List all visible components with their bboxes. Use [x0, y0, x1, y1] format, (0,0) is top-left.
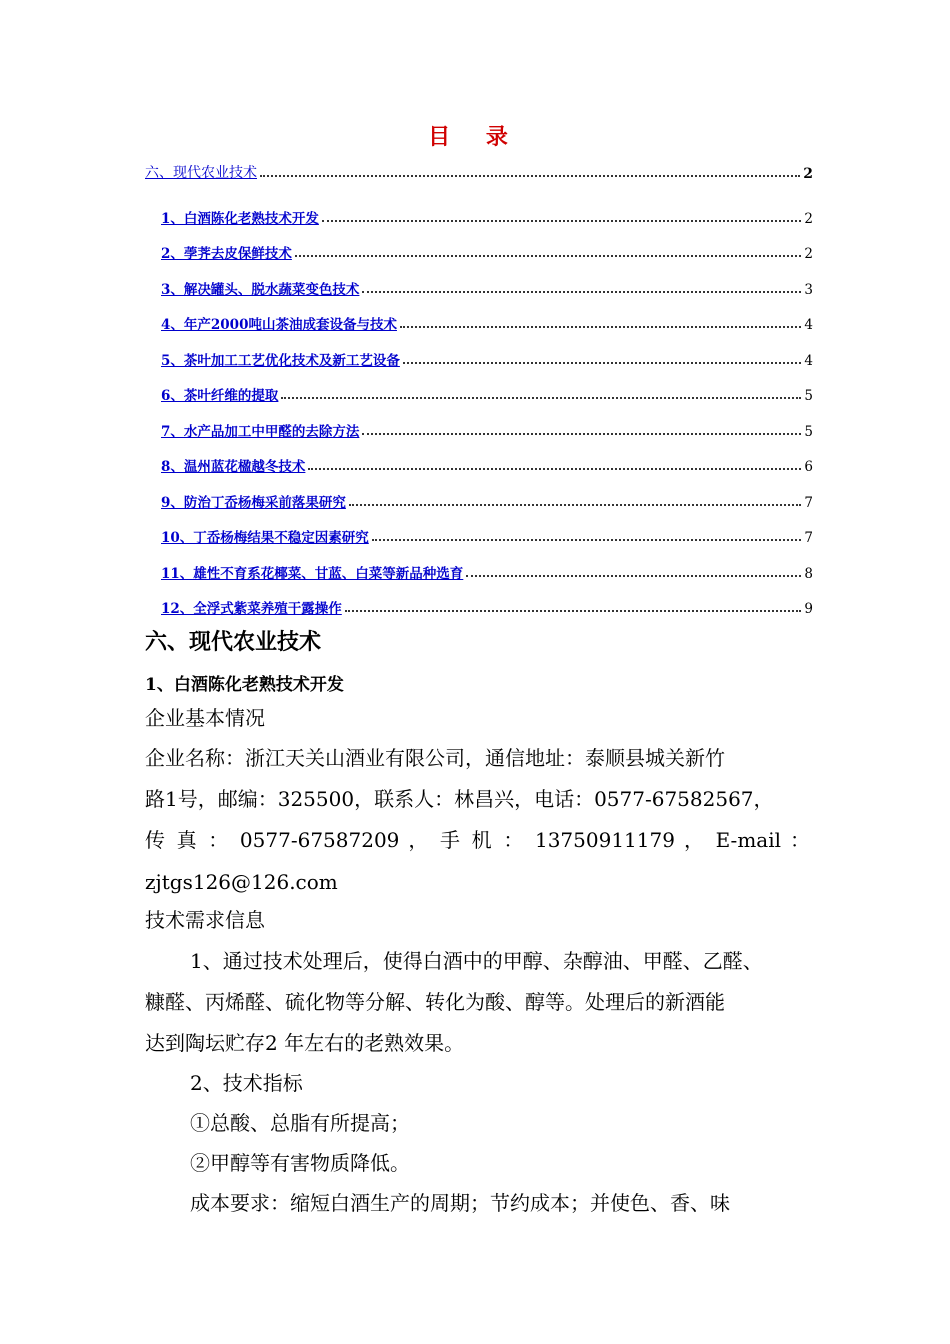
toc-leader-dots	[308, 468, 801, 470]
toc-leader-dots	[281, 397, 801, 399]
toc-entry[interactable]	[161, 418, 813, 440]
indicator-item: ②甲醇等有害物质降低。	[190, 1151, 410, 1175]
toc-entry-page: 8	[804, 566, 813, 582]
company-info-line: 传 真 ： 0577-67587209 ， 手 机 ： 13750911179 ， E-mail ：	[145, 828, 810, 852]
toc-entry-label[interactable]: 3、解决罐头、脱水蔬菜变色技术	[161, 282, 360, 298]
toc-entry-label[interactable]: 12、全浮式紫菜养殖干露操作	[161, 601, 342, 617]
paragraph-line: 糠醛、丙烯醛、硫化物等分解、转化为酸、醇等。处理后的新酒能	[145, 990, 725, 1014]
toc-entry-page: 6	[804, 459, 813, 475]
toc-leader-dots	[372, 539, 802, 541]
toc-entry-label[interactable]: 11、雄性不育系花椰菜、甘蓝、白菜等新品种选育	[161, 566, 464, 582]
toc-entry-page: 2	[804, 211, 813, 227]
paragraph-line: 达到陶坛贮存2 年左右的老熟效果。	[145, 1031, 465, 1055]
toc-entry[interactable]	[161, 276, 813, 298]
toc-entry[interactable]	[161, 205, 813, 227]
toc-entry-label[interactable]: 2、荸荠去皮保鲜技术	[161, 246, 292, 262]
toc-entry-label[interactable]: 10、丁岙杨梅结果不稳定因素研究	[161, 530, 369, 546]
toc-title: 目 录	[428, 124, 522, 150]
indicator-item: ①总酸、总脂有所提高；	[190, 1111, 410, 1135]
toc-entry-page: 5	[804, 424, 813, 440]
toc-entry[interactable]	[161, 382, 813, 404]
company-info-line: 路1号，邮编：325500，联系人：林昌兴，电话：0577-67582567，	[145, 787, 774, 811]
toc-entry[interactable]	[161, 311, 813, 333]
toc-entry-top[interactable]	[145, 160, 813, 182]
toc-entry[interactable]	[161, 560, 813, 582]
toc-entry-page: 7	[804, 530, 813, 546]
cost-requirement-line: 成本要求：缩短白酒生产的周期；节约成本；并使色、香、味	[190, 1191, 730, 1215]
toc-leader-dots	[349, 504, 802, 506]
toc-entry-page: 3	[804, 282, 813, 298]
toc-leader-dots	[400, 326, 801, 328]
toc-leader-dots	[322, 220, 802, 222]
toc-entry-label[interactable]: 六、现代农业技术	[145, 165, 257, 181]
toc-entry-label[interactable]: 1、白酒陈化老熟技术开发	[161, 211, 319, 227]
toc-leader-dots	[466, 575, 801, 577]
paragraph-line: 1、通过技术处理后，使得白酒中的甲醇、杂醇油、甲醛、乙醛、	[190, 949, 763, 973]
toc-leader-dots	[260, 175, 800, 177]
toc-entry-label[interactable]: 7、水产品加工中甲醛的去除方法	[161, 424, 360, 440]
toc-entry-page: 2	[803, 166, 813, 182]
toc-entry-label[interactable]: 6、茶叶纤维的提取	[161, 388, 279, 404]
toc-entry-label[interactable]: 8、温州蓝花楹越冬技术	[161, 459, 306, 475]
company-email: zjtgs126@126.com	[145, 870, 338, 894]
toc-entry[interactable]	[161, 240, 813, 262]
toc-entry[interactable]	[161, 489, 813, 511]
toc-leader-dots	[345, 610, 802, 612]
section-heading: 六、现代农业技术	[145, 629, 322, 655]
toc-leader-dots	[362, 433, 801, 435]
toc-entry[interactable]	[161, 347, 813, 369]
toc-entry-page: 7	[804, 495, 813, 511]
toc-entry[interactable]	[161, 453, 813, 475]
toc-entry[interactable]	[161, 524, 813, 546]
toc-entry-page: 4	[804, 353, 813, 369]
indicator-heading: 2、技术指标	[190, 1071, 303, 1095]
toc-entry-page: 2	[804, 246, 813, 262]
toc-entry-label[interactable]: 4、年产2000吨山茶油成套设备与技术	[161, 317, 397, 333]
toc-entry-page: 4	[804, 317, 813, 333]
toc-entry-page: 5	[804, 388, 813, 404]
subsection-heading: 1、白酒陈化老熟技术开发	[145, 675, 344, 695]
toc-entry-page: 9	[804, 601, 813, 617]
toc-leader-dots	[295, 255, 802, 257]
company-info-line: 企业名称：浙江天关山酒业有限公司，通信地址：泰顺县城关新竹	[145, 746, 725, 770]
toc-entry-label[interactable]: 5、茶叶加工工艺优化技术及新工艺设备	[161, 353, 400, 369]
toc-entry-label[interactable]: 9、防治丁岙杨梅采前落果研究	[161, 495, 346, 511]
demand-info-label: 技术需求信息	[145, 908, 265, 932]
basic-info-label: 企业基本情况	[145, 706, 265, 730]
toc-entry[interactable]	[161, 595, 813, 617]
toc-leader-dots	[362, 291, 801, 293]
toc-leader-dots	[403, 362, 802, 364]
